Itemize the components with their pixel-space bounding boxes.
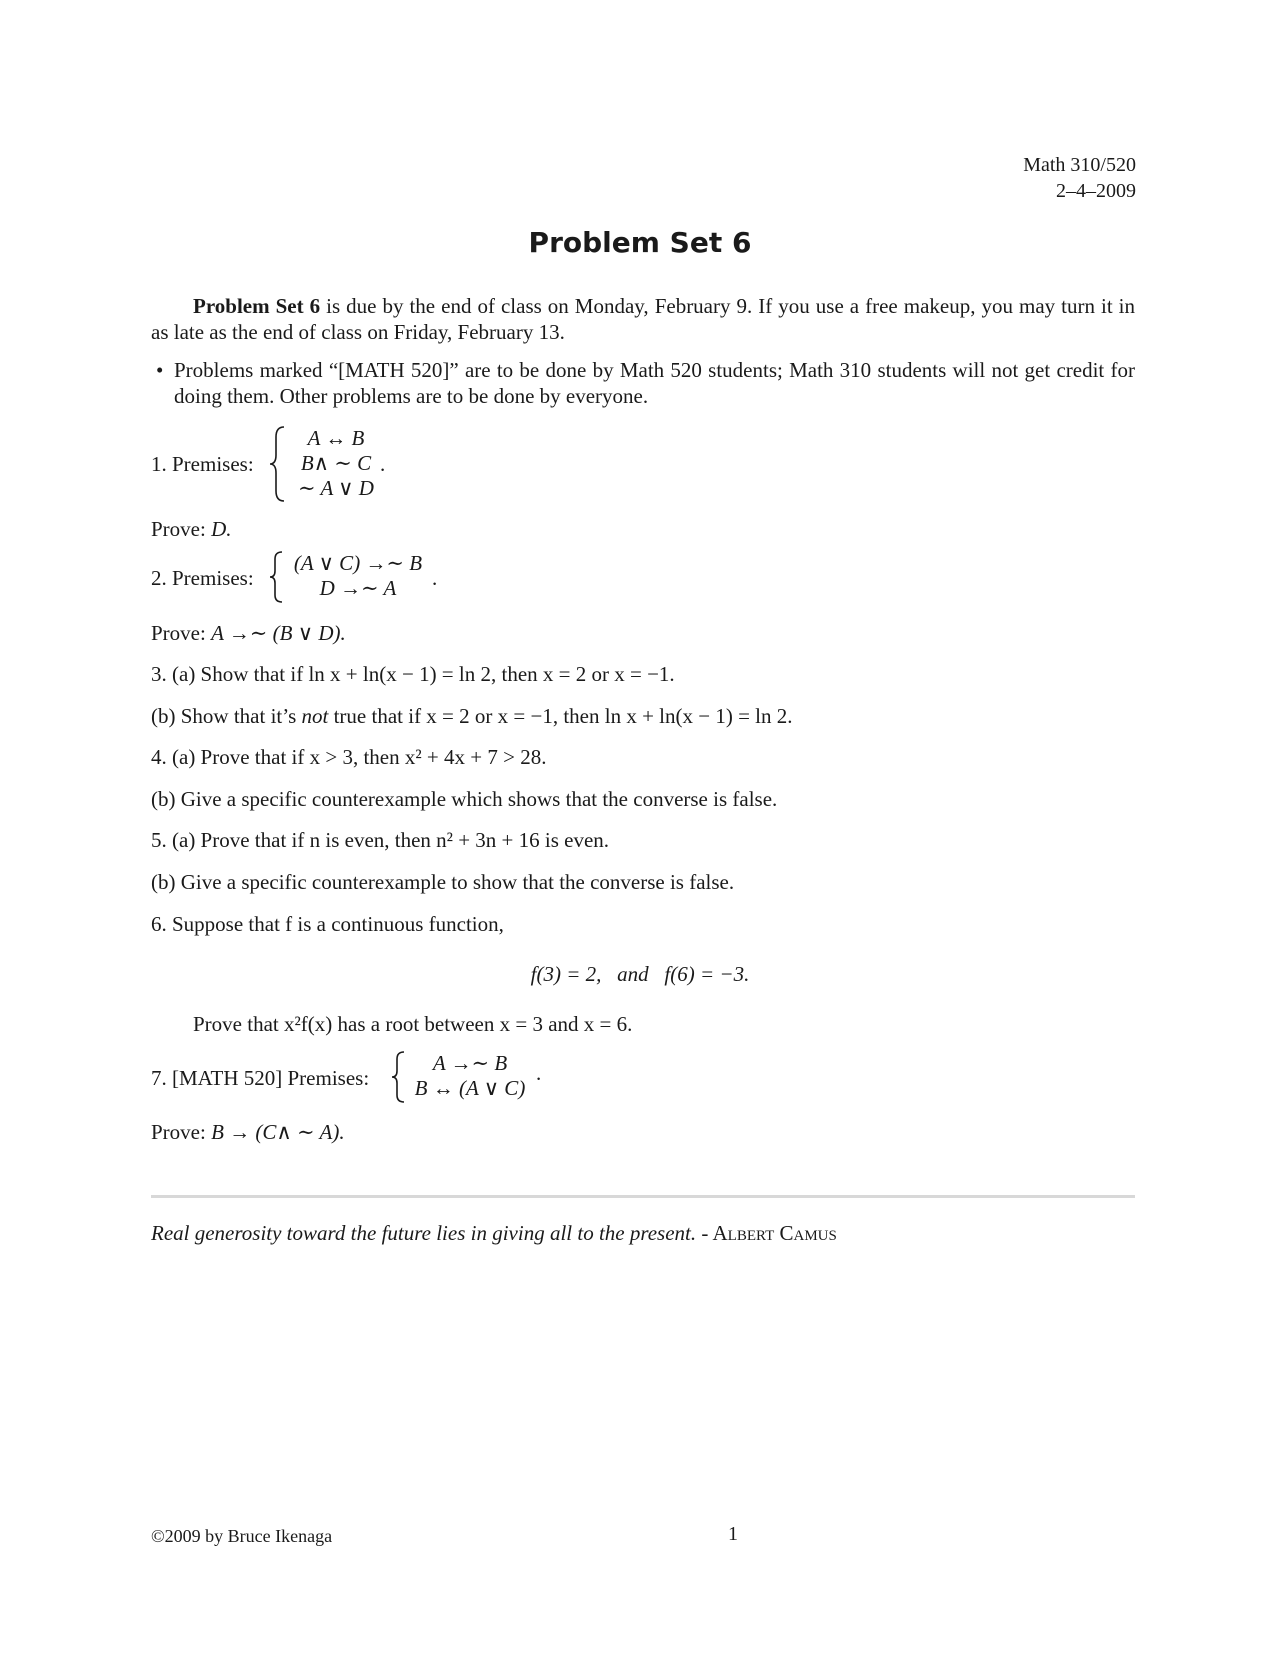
problem-5a: 5. (a) Prove that if n is even, then n² + 3n + 16 is even. bbox=[151, 828, 610, 852]
problem-4b: (b) Give a specific counterexample which shows that the converse is false. bbox=[151, 787, 778, 811]
premise-1-1: A ↔ B bbox=[307, 426, 365, 450]
problem-2-premises bbox=[288, 551, 428, 601]
problem-1-label: 1. Premises: bbox=[151, 452, 254, 476]
problem-6-prove: Prove that x²f(x) has a root between x = 3 and x = 6. bbox=[193, 1012, 633, 1036]
problem-6-display-equation: f(3) = 2, and f(6) = −3. bbox=[530, 962, 750, 986]
premise-2-1: (A ∨ C) →∼ B bbox=[293, 551, 423, 575]
quote-text: Real generosity toward the future lies in giving all to the present. bbox=[151, 1221, 697, 1245]
prove-label: Prove: bbox=[151, 621, 206, 645]
page-title: Problem Set 6 bbox=[528, 226, 752, 259]
problem-7-label: 7. [MATH 520] Premises: bbox=[151, 1066, 370, 1090]
problem-1-premises bbox=[294, 426, 378, 501]
intro-text: is due by the end of class on Monday, February 9. If you use a free makeup, you may turn it in as late as the end of class on Friday, February 13. bbox=[151, 294, 1135, 344]
problem-3b-emphasis: not bbox=[301, 704, 329, 728]
premise-1-3: ∼ A ∨ D bbox=[298, 476, 374, 500]
premise-7-2: B ↔ (A ∨ C) bbox=[414, 1076, 526, 1100]
premise-1-2: B∧ ∼ C bbox=[300, 451, 372, 475]
left-brace-icon bbox=[390, 1050, 408, 1104]
problem-1-prove bbox=[151, 516, 232, 542]
problem-3a: 3. (a) Show that if ln x + ln(x − 1) = ln 2, then x = 2 or x = −1. bbox=[151, 662, 675, 686]
quote-author: Albert Camus bbox=[712, 1221, 837, 1245]
prove-label: Prove: bbox=[151, 1120, 206, 1144]
bullet-item bbox=[156, 357, 1135, 409]
problem-5b: (b) Give a specific counterexample to show that the converse is false. bbox=[151, 870, 735, 894]
problem-2-prove bbox=[151, 620, 346, 646]
intro-bold-lead: Problem Set 6 bbox=[193, 294, 321, 318]
quote bbox=[151, 1220, 837, 1246]
prove-statement: B → (C∧ ∼ A). bbox=[211, 1120, 345, 1144]
quote-separator: - bbox=[696, 1221, 713, 1245]
left-brace-icon bbox=[268, 425, 288, 503]
problem-3b bbox=[151, 703, 793, 729]
problem-7-premises bbox=[408, 1051, 532, 1101]
problem-2-label: 2. Premises: bbox=[151, 566, 254, 590]
prove-statement: D. bbox=[211, 517, 232, 541]
period-mark: . bbox=[432, 566, 438, 590]
date-label: 2–4–2009 bbox=[1056, 180, 1136, 202]
course-label: Math 310/520 bbox=[1023, 154, 1136, 176]
footer-copyright: ©2009 by Bruce Ikenaga bbox=[151, 1526, 333, 1546]
period-mark: . bbox=[380, 452, 386, 476]
premise-7-1: A →∼ B bbox=[432, 1051, 508, 1075]
bullet-text: Problems marked “[MATH 520]” are to be done by Math 520 students; Math 310 students will not get credit for doing them. Other problems are to be done by everyone. bbox=[174, 358, 1135, 408]
bullet-dot-icon: • bbox=[156, 358, 164, 382]
problem-3b-post: true that if x = 2 or x = −1, then ln x + ln(x − 1) = ln 2. bbox=[328, 704, 793, 728]
horizontal-divider bbox=[151, 1195, 1135, 1198]
problem-7-prove bbox=[151, 1119, 345, 1145]
period-mark: . bbox=[536, 1061, 542, 1085]
problem-6: 6. Suppose that f is a continuous function, bbox=[151, 912, 504, 936]
prove-label: Prove: bbox=[151, 517, 206, 541]
header-block bbox=[1023, 152, 1136, 204]
premise-2-2: D →∼ A bbox=[319, 576, 397, 600]
problem-3b-pre: (b) Show that it’s bbox=[151, 704, 302, 728]
left-brace-icon bbox=[268, 550, 286, 604]
intro-paragraph bbox=[151, 293, 1135, 345]
problem-4a: 4. (a) Prove that if x > 3, then x² + 4x + 7 > 28. bbox=[151, 745, 547, 769]
prove-statement: A →∼ (B ∨ D). bbox=[211, 621, 346, 645]
page-number: 1 bbox=[728, 1523, 738, 1545]
